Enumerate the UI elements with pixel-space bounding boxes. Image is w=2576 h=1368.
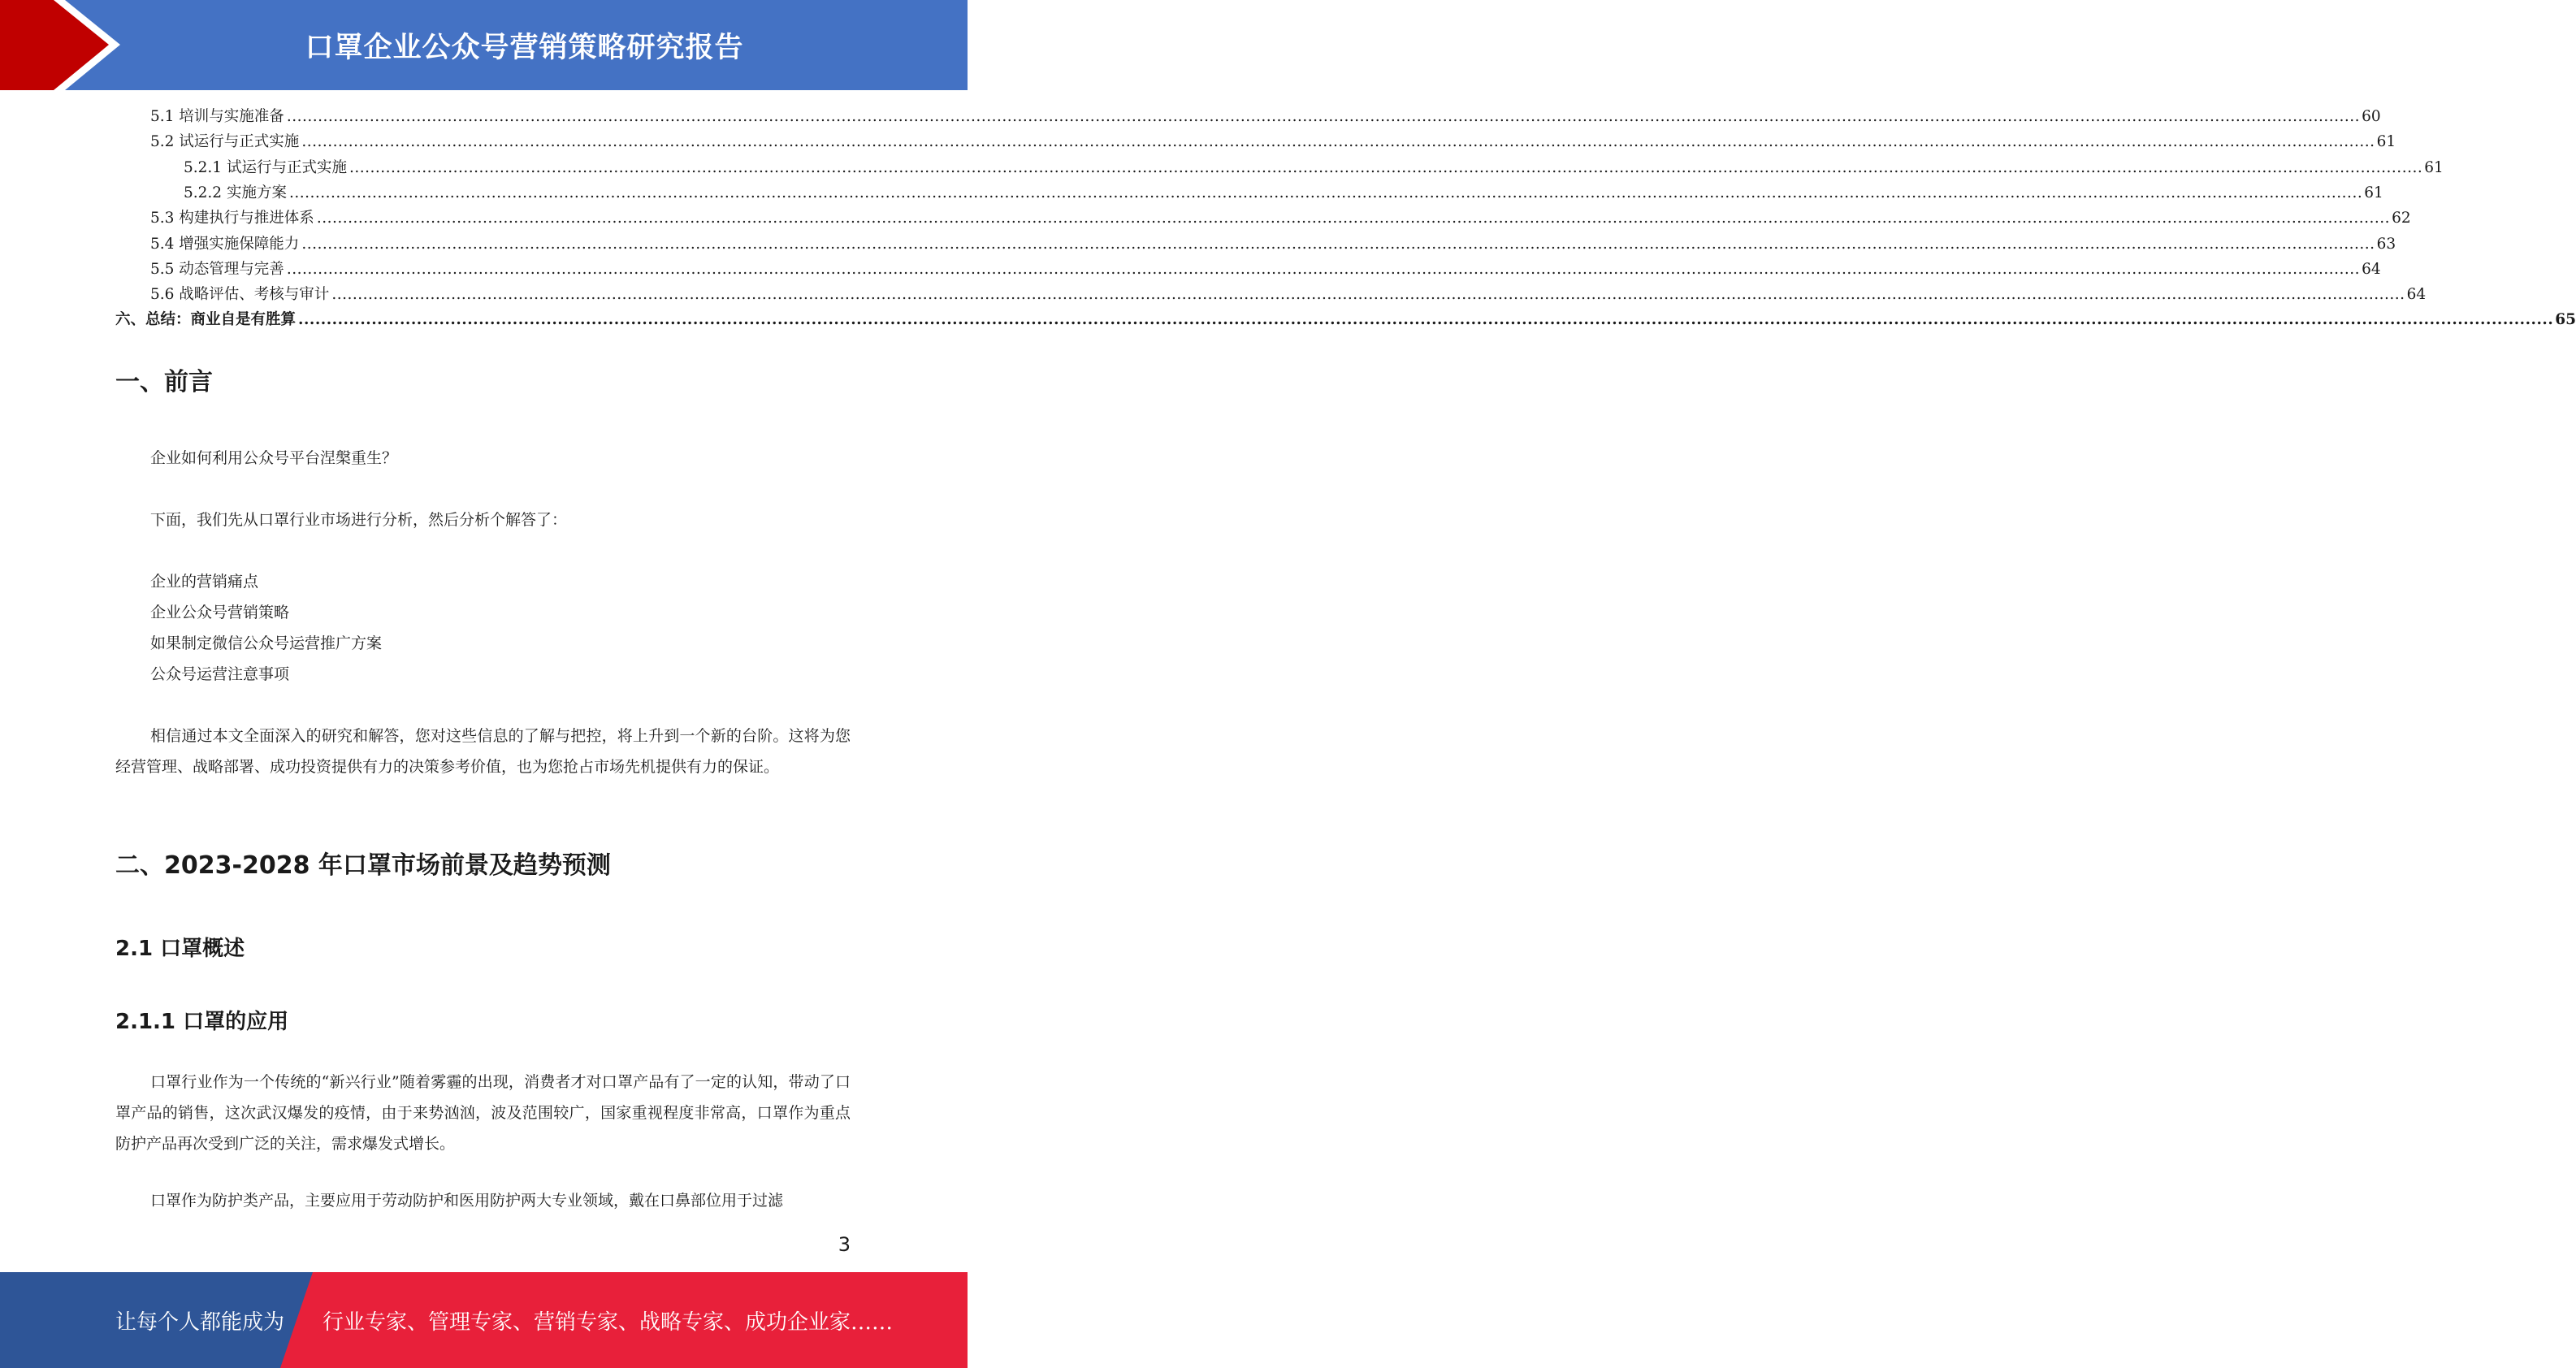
footer-slogan-left: 让每个人都能成为 <box>115 1310 285 1335</box>
toc-entry[interactable] <box>150 258 2381 281</box>
footer-banner <box>0 1272 968 1368</box>
toc-leader-dots: ................................................................................................................................................................................................................................................................................................................................................................................................................ <box>288 184 2363 201</box>
toc-entry[interactable] <box>150 131 2396 154</box>
toc-entry-title: 5.2 试运行与正式实施 <box>150 133 300 151</box>
subsection-heading: 2.1.1 口罩的应用 <box>115 1010 289 1034</box>
toc-leader-dots: ................................................................................................................................................................................................................................................................................................................................................................................................................ <box>349 158 2423 176</box>
list-item: 企业的营销痛点 <box>150 573 259 591</box>
toc-leader-dots: ................................................................................................................................................................................................................................................................................................................................................................................................................ <box>331 286 2405 304</box>
paragraph: 企业如何利用公众号平台涅槃重生？ <box>150 449 398 467</box>
toc-entry-page: 65 <box>2555 311 2576 329</box>
toc-entry-title: 5.4 增强实施保障能力 <box>150 235 300 253</box>
header-banner <box>0 0 968 90</box>
list-item: 企业公众号营销策略 <box>150 604 290 621</box>
toc-leader-dots: ................................................................................................................................................................................................................................................................................................................................................................................................................ <box>286 260 2361 278</box>
paragraph: 口罩行业作为一个传统的“新兴行业”随着雾霾的出现，消费者才对口罩产品有了一定的认知，带动了口罩产品的销售，这次武汉爆发的疫情，由于来势汹汹，波及范围较广，国家重视程度非常高，口罩作为重点防护产品再次受到广泛的关注，需求爆发式增长。 <box>115 1073 851 1153</box>
toc-entry-page: 64 <box>2406 286 2427 304</box>
toc-entry-title: 六、总结：商业自是有胜算 <box>115 311 297 329</box>
toc-entry-title: 5.3 构建执行与推进体系 <box>150 210 314 227</box>
toc-entry-page: 60 <box>2362 108 2381 125</box>
toc-entry[interactable] <box>115 309 2576 331</box>
toc-entry-page: 61 <box>2376 133 2396 151</box>
toc-leader-dots: ................................................................................................................................................................................................................................................................................................................................................................................................................ <box>301 133 2375 151</box>
toc-leader-dots: ................................................................................................................................................................................................................................................................................................................................................................................................................ <box>301 235 2375 253</box>
toc-entry-page: 62 <box>2392 210 2411 227</box>
paragraph: 口罩作为防护类产品，主要应用于劳动防护和医用防护两大专业领域，戴在口鼻部位用于过滤 <box>150 1192 784 1210</box>
toc-entry-page: 61 <box>2364 184 2383 201</box>
toc-entry[interactable] <box>184 182 2383 205</box>
toc-entry[interactable] <box>150 106 2381 128</box>
toc-entry-title: 5.5 动态管理与完善 <box>150 260 284 278</box>
list-item: 公众号运营注意事项 <box>150 665 290 683</box>
toc-entry[interactable] <box>150 207 2411 230</box>
subsection-heading: 2.1 口罩概述 <box>115 937 245 961</box>
toc-entry-page: 64 <box>2362 260 2381 278</box>
toc-leader-dots: ................................................................................................................................................................................................................................................................................................................................................................................................................ <box>286 108 2361 125</box>
toc-entry-page: 61 <box>2424 158 2444 176</box>
toc-entry-title: 5.2.1 试运行与正式实施 <box>184 158 347 176</box>
toc-entry-title: 5.2.2 实施方案 <box>184 184 287 201</box>
page-number: 3 <box>838 1233 851 1256</box>
footer-slogan-right: 行业专家、管理专家、营销专家、战略专家、成功企业家…… <box>323 1310 894 1335</box>
report-title: 口罩企业公众号营销策略研究报告 <box>305 31 744 64</box>
section-heading-preface: 一、前言 <box>115 368 213 396</box>
toc-entry-page: 63 <box>2376 235 2396 253</box>
paragraph: 相信通过本文全面深入的研究和解答，您对这些信息的了解与把控，将上升到一个新的台阶。这将为您经营管理、战略部署、成功投资提供有力的决策参考价值，也为您抢占市场先机提供有力的保证。 <box>115 727 851 776</box>
toc-entry[interactable] <box>184 157 2444 180</box>
toc-leader-dots: ................................................................................................................................................................................................................................................................................................................................................................................................................ <box>316 210 2391 227</box>
section-heading-forecast: 二、2023-2028 年口罩市场前景及趋势预测 <box>115 851 611 880</box>
list-item: 如果制定微信公众号运营推广方案 <box>150 634 383 652</box>
toc-entry-title: 5.6 战略评估、考核与审计 <box>150 286 330 304</box>
paragraph: 下面，我们先从口罩行业市场进行分析，然后分析个解答了： <box>150 511 568 529</box>
toc-leader-dots: ................................................................................................................................................................................................................................................................................................................................................................................................................ <box>298 311 2554 329</box>
toc-entry-title: 5.1 培训与实施准备 <box>150 108 284 125</box>
toc-entry[interactable] <box>150 233 2396 256</box>
toc-entry[interactable] <box>150 284 2427 306</box>
